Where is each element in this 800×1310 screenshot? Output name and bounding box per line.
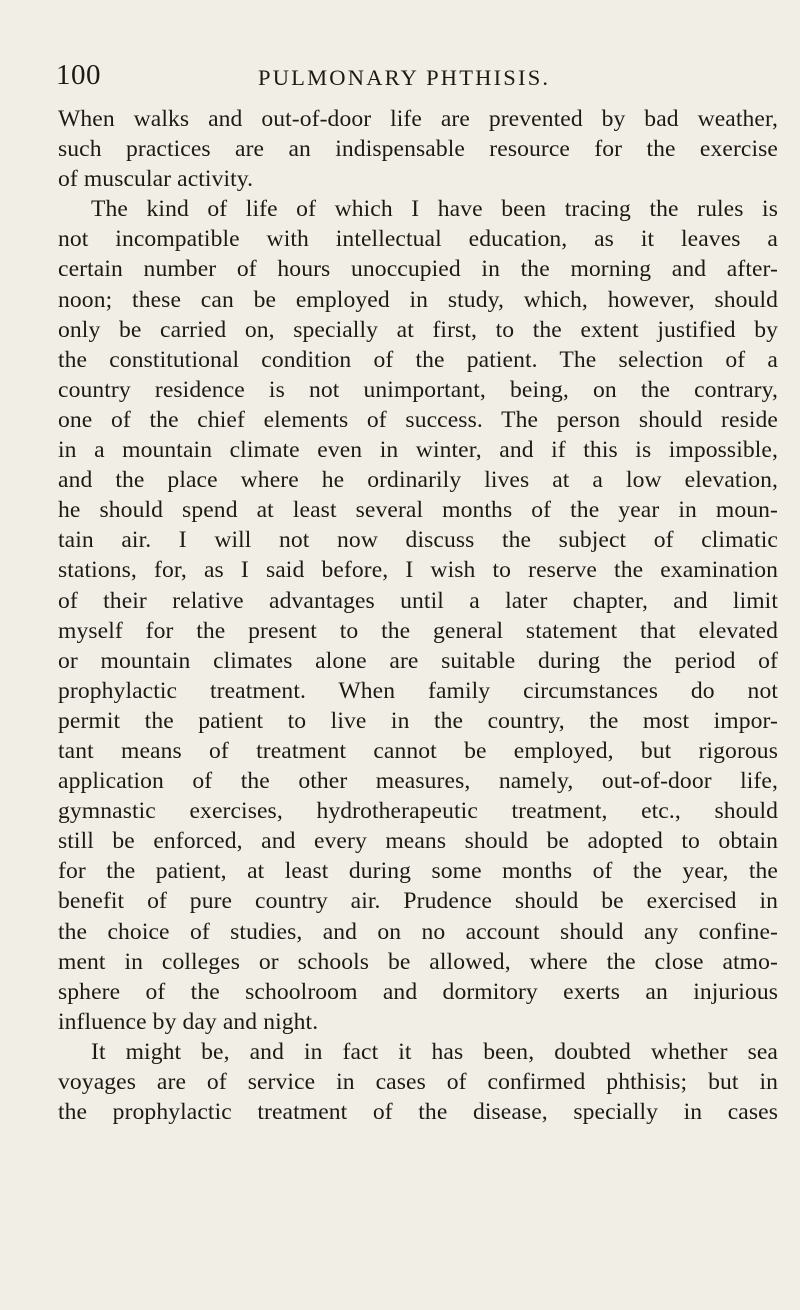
text-line: prophylactic treatment. When family circumstances do not xyxy=(58,677,778,704)
text-line: he should spend at least several months of the year in moun- xyxy=(58,497,778,524)
text-line: one of the chief elements of success. The person should reside xyxy=(58,406,778,433)
text-line: benefit of pure country air. Prudence should be exercised in xyxy=(58,888,778,915)
text-line: ment in colleges or schools be allowed, where the close atmo- xyxy=(58,948,778,975)
text-line: application of the other measures, namely, out-of-door life, xyxy=(58,768,778,795)
text-line: permit the patient to live in the country, the most impor- xyxy=(58,707,778,734)
text-line: tant means of treatment cannot be employed, but rigorous xyxy=(58,737,778,764)
running-head xyxy=(56,58,756,92)
text-line: stations, for, as I said before, I wish to reserve the examination xyxy=(58,557,778,584)
text-line: such practices are an indispensable resource for the exercise xyxy=(58,136,778,163)
text-line: It might be, and in fact it has been, doubted whether sea xyxy=(91,1038,778,1065)
text-line: voyages are of service in cases of confirmed phthisis; but in xyxy=(58,1069,778,1095)
text-line: tain air. I will not now discuss the subject of climatic xyxy=(58,527,778,554)
text-line: influence by day and night. xyxy=(58,1008,319,1035)
text-line: certain number of hours unoccupied in the morning and after- xyxy=(58,256,778,283)
text-line: the constitutional condition of the patient. The selection of a xyxy=(58,346,778,373)
text-line: The kind of life of which I have been tracing the rules is xyxy=(91,196,778,223)
text-line: country residence is not unimportant, being, on the contrary, xyxy=(58,376,778,403)
text-line: myself for the present to the general statement that elevated xyxy=(58,617,778,644)
text-line: When walks and out-of-door life are prevented by bad weather, xyxy=(58,106,778,132)
text-line: and the place where he ordinarily lives at a low elevation, xyxy=(58,467,778,494)
page-number: 100 xyxy=(56,59,101,91)
text-line: only be carried on, specially at first, to the extent justified by xyxy=(58,316,778,343)
text-line: gymnastic exercises, hydrotherapeutic treatment, etc., should xyxy=(58,798,778,825)
text-line: not incompatible with intellectual education, as it leaves a xyxy=(58,226,778,253)
text-line: for the patient, at least during some months of the year, the xyxy=(58,858,778,885)
text-line: in a mountain climate even in winter, and if this is impossible, xyxy=(58,437,778,464)
body-text xyxy=(58,104,778,1127)
text-line: the prophylactic treatment of the disease, specially in cases xyxy=(58,1099,778,1126)
text-line: or mountain climates alone are suitable during the period of xyxy=(58,647,778,674)
text-line: noon; these can be employed in study, which, however, should xyxy=(58,286,778,313)
text-line: sphere of the schoolroom and dormitory exerts an injurious xyxy=(58,978,778,1005)
text-line: of muscular activity. xyxy=(58,166,254,193)
text-line: of their relative advantages until a later chapter, and limit xyxy=(58,587,778,614)
running-title: PULMONARY PHTHISIS. xyxy=(258,65,551,90)
text-line: still be enforced, and every means should be adopted to obtain xyxy=(58,828,778,855)
text-line: the choice of studies, and on no account should any confine- xyxy=(58,918,778,945)
